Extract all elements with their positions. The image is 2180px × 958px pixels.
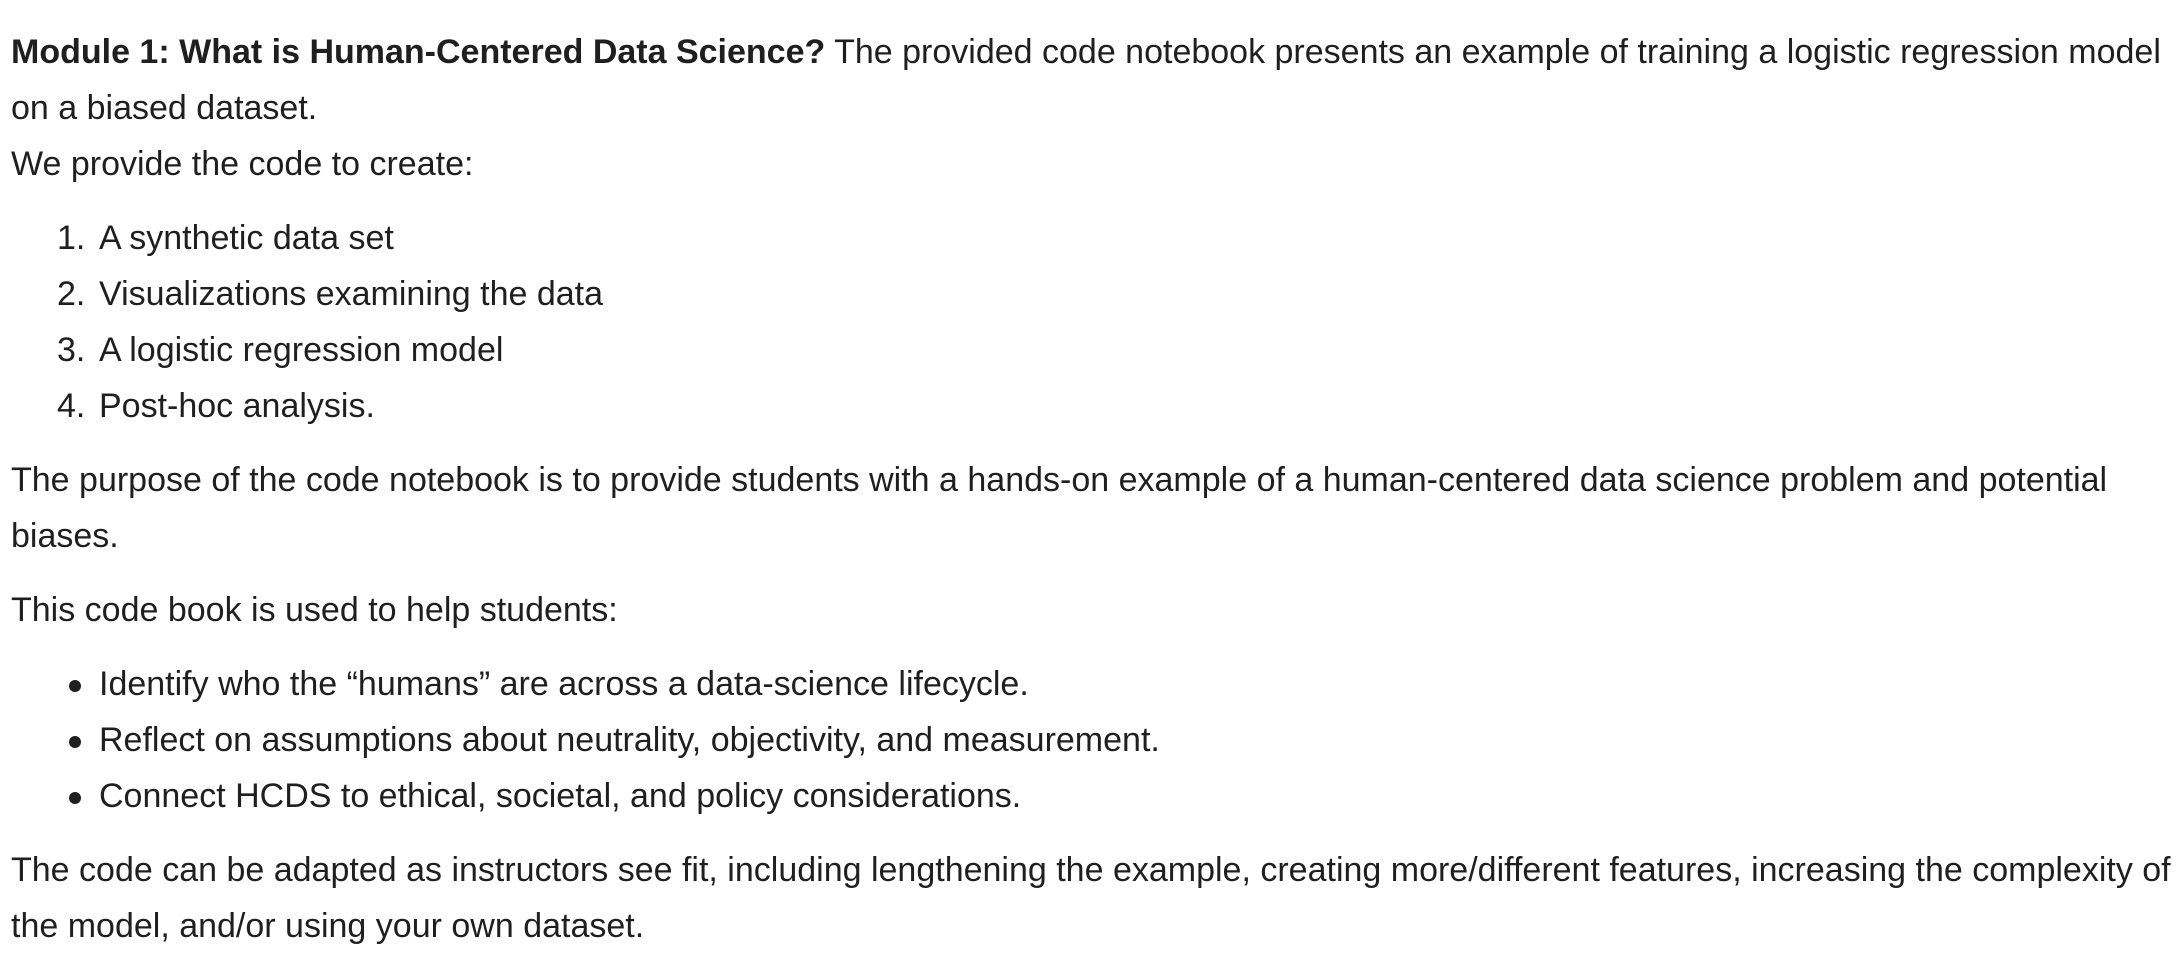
list-item (11, 712, 2171, 768)
list-item (11, 656, 2171, 712)
notebook-text-cell (11, 24, 2171, 954)
intro-paragraph (11, 24, 2171, 136)
list-number: 2. (57, 275, 86, 313)
list-item (11, 210, 2171, 266)
numbered-list (11, 210, 2171, 434)
list-item-label: A synthetic data set (99, 219, 394, 257)
list-item-label: Connect HCDS to ethical, societal, and policy considerations. (99, 777, 1022, 815)
list-item-label: Post-hoc analysis. (99, 387, 375, 425)
list-item (11, 266, 2171, 322)
list-item-label: Visualizations examining the data (99, 275, 604, 313)
purpose-paragraph: The purpose of the code notebook is to provide students with a hands-on example of a human-centered data science problem and potential biases. (11, 461, 2108, 555)
list-item (11, 768, 2171, 824)
list-item-label: Identify who the “humans” are across a data-science lifecycle. (99, 665, 1029, 703)
bullet-icon (69, 680, 81, 692)
bullet-icon (69, 736, 81, 748)
adapt-paragraph: The code can be adapted as instructors see fit, including lengthening the example, creating more/different features, increasing the complexity of the model, and/or using your own dataset. (11, 851, 2171, 945)
bullet-list (11, 656, 2171, 824)
module-title: Module 1: What is Human-Centered Data Science? (11, 33, 826, 71)
list-item (11, 378, 2171, 434)
list-number: 4. (57, 387, 86, 425)
list-number: 3. (57, 331, 86, 369)
list-item-label: A logistic regression model (99, 331, 504, 369)
intro-text: The provided code notebook presents an example of training a logistic regression model on a biased dataset. (11, 33, 2161, 127)
list-item-label: Reflect on assumptions about neutrality, objectivity, and measurement. (99, 721, 1160, 759)
provide-line: We provide the code to create: (11, 145, 474, 183)
list-number: 1. (57, 219, 86, 257)
help-line: This code book is used to help students: (11, 591, 618, 629)
bullet-icon (69, 792, 81, 804)
list-item (11, 322, 2171, 378)
